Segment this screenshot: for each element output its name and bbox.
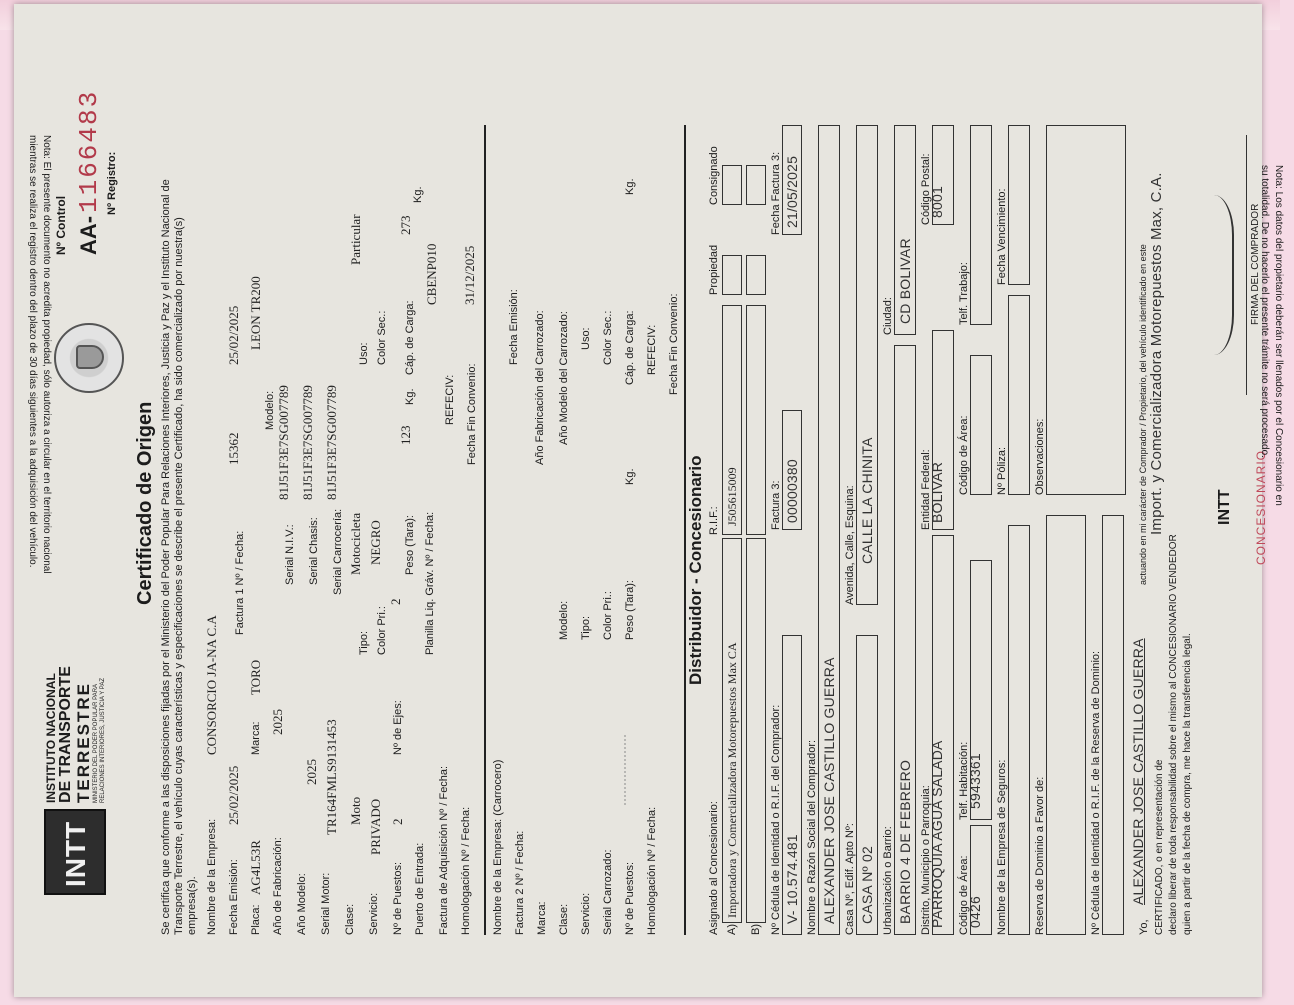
carrocero-tipo-label: Tipo: [580,615,592,640]
peso-value: 123 [398,425,413,445]
ministry-line-1: MINISTERIO DEL PODER POPULAR PARA [93,683,99,803]
carrocero-cap-kg: Kg. [624,178,636,195]
fecha-fin-value: 31/12/2025 [462,245,477,305]
ciudad-box [894,125,916,335]
fecha-factura3-value: 21/05/2025 [784,155,800,228]
seal-emblem-icon [76,345,104,369]
distrito-box [929,535,954,935]
carrocero-fecha-emision-label: Fecha Emisión: [508,289,520,365]
cod-area-box [967,825,992,935]
fecha-emision-label: Fecha Emisión: [228,859,240,935]
rif-box-a [722,305,742,535]
propiedad-label: Propiedad [708,244,720,295]
serial-carroceria-label: Serial Carrocería: [332,508,344,595]
anio-modelo-label: Año Modelo: [296,873,308,935]
clase-value: Moto [348,796,363,825]
empresa-label: Nombre de la Empresa: [206,818,218,935]
carrocero-peso-kg: Kg. [624,468,636,485]
handwritten-scribble [602,735,626,805]
distrito-value: PARROQUIA AGUA SALADA [929,740,945,928]
fecha-factura3-label: Fecha Factura 3: [770,151,782,235]
fecha-factura3-box [782,125,802,235]
propiedad-checkbox-b[interactable] [746,255,766,295]
clase-label: Clase: [344,903,356,935]
servicio-value: PRIVADO [368,798,383,855]
codigo-postal-label: Código Postal: [920,153,932,225]
firma-label: FIRMA DEL COMPRADOR [1250,203,1261,325]
concesionario-stamp: CONCESIONARIO [1254,449,1268,565]
entidad-box [929,330,954,530]
carrocero-modelo-label: Modelo: [558,600,570,640]
cedula-box [782,635,802,935]
concesionario-box-b [746,538,766,923]
uso-value: Particular [348,214,363,265]
cap-carga-value: 273 [398,215,413,235]
cedula-label: Nº Cédula de Identidad o R.I.F. del Comprador: [770,704,782,935]
observaciones-box [1046,125,1126,495]
vencimiento-label: Fecha Vencimiento: [996,188,1008,285]
poliza-box [1008,295,1030,495]
consignado-checkbox-b[interactable] [746,165,766,205]
nota-line-2: mientras se realiza el registro dentro del plazo de 30 días siguientes a la adquisición del vehículo. [27,135,38,568]
actuando-text: actuando en mi carácter de Comprador / Propietario, del vehículo identificado en este [1138,244,1148,585]
seguros-label: Nombre de la Empresa de Seguros: [996,759,1008,935]
marca-value: TORO [248,659,263,695]
fecha-emision-value: 25/02/2025 [226,765,241,825]
carrocero-color-pri-label: Color Pri.: [602,591,614,640]
cert-line-1: CERTIFICADO, o en representación de [1154,759,1165,935]
control-prefix: AA- [76,215,101,255]
cod-area2-label: Código de Área: [958,415,970,495]
factura1-date: 25/02/2025 [226,305,241,365]
peso-kg: Kg. [404,388,416,405]
placa-value: AG4L53R [248,840,263,895]
modelo-label: Modelo: [264,390,276,430]
factura1-num: 15362 [226,432,241,465]
cedula-value: V- 10.574.481 [784,834,800,924]
factura3-value: 00000380 [784,459,800,523]
ciudad-label: Ciudad: [882,297,894,335]
empresa-vendedora: Import. y Comercializadora Motorepuestos Max, C.A. [1148,172,1165,535]
control-label: Nº Control [54,195,68,255]
planilla-label: Planilla Liq. Gráv. Nº / Fecha: [424,511,436,655]
factura1-label: Factura 1 Nº / Fecha: [234,530,246,635]
uso-label: Uso: [358,342,370,365]
anio-fab-value: 2025 [270,709,285,735]
intro-line-2: Transporte Terrestre, el vehículo cuyas características y especificaciones se describe el presente Certificado, ha sido comercializado por nuestra(s) [173,217,185,935]
avenida-box [856,125,878,605]
carrocero-anio-modelo-label: Año Modelo del Carrozado: [558,311,570,445]
consignado-label: Consignado [708,146,720,205]
cod-area2-box [970,355,992,495]
consignado-checkbox-a[interactable] [722,165,742,205]
anio-modelo-value: 2025 [304,759,319,785]
casa-box [856,635,878,935]
observaciones-label: Observaciones: [1034,418,1046,495]
carrocero-clase-label: Clase: [558,903,570,935]
signature-mark [1184,195,1234,355]
avenida-value: CALLE LA CHINITA [859,437,875,564]
rif-box-b [746,305,766,535]
serial-motor-value: TR164FMLS9131453 [324,719,339,835]
entidad-label: Entidad Federal: [920,449,932,530]
carrocero-cap-carga-label: Cáp. de Carga: [624,310,636,385]
factura-adq-label: Factura de Adquisición Nº / Fecha: [438,765,450,935]
urbanizacion-value: BARRIO 4 DE FEBRERO [897,759,913,924]
carrocero-peso-label: Peso (Tara): [624,580,636,640]
puestos-label: Nº de Puestos: [392,861,404,935]
nota-b-line-2: su totalidad. De no hacerlo el presente trámite no será procesado. [1259,165,1270,458]
registro-label: Nº Registro: [106,151,118,215]
reserva-label: Reserva de Dominio a Favor de: [1034,776,1046,935]
row-b-label: B) [750,924,762,935]
carrocero-puestos-label: Nº de Puestos: [624,861,636,935]
serial-motor-label: Serial Motor: [320,872,332,935]
homologacion-label: Homologación Nº / Fecha: [460,806,472,935]
entidad-value: BOLIVAR [929,461,945,523]
carrocero-serial-label: Serial Carrozado: [602,849,614,935]
casa-value: CASA Nº 02 [859,846,875,924]
cap-carga-label: Cáp. de Carga: [404,300,416,375]
cedula-reserva-label: Nº Cédula de Identidad o R.I.F. de la Reserva de Dominio: [1090,650,1102,935]
government-seal [54,323,124,393]
ejes-label: Nº de Ejes: [392,700,404,755]
intro-line-3: empresa(s). [186,876,198,935]
color-pri-label: Color Pri.: [376,606,388,655]
carrocero-marca-label: Marca: [536,901,548,935]
cert-line-3: quien a partir de la fecha de compra, me hace la transferencia legal. [1182,633,1193,935]
reserva-box [1046,515,1086,935]
cap-carga-kg: Kg. [412,186,424,203]
carrocero-color-sec-label: Color Sec.: [602,310,614,365]
anio-fab-label: Año de Fabricación: [272,837,284,935]
marca-label: Marca: [250,721,262,755]
nombre-comprador-label: Nombre o Razón Social del Comprador: [806,739,818,935]
casa-label: Casa Nº, Edif. Apto Nº: [844,823,856,935]
telf-hab-label: Telf. Habitación: [958,741,970,820]
codigo-postal-value: 8001 [929,186,945,218]
urbanizacion-label: Urbanización o Barrio: [882,826,894,935]
ministry-line-2: RELACIONES INTERIORES, JUSTICIA Y PAZ [100,677,106,803]
cod-area-value: 0426 [967,896,983,928]
cert-line-2: declaro liberar de toda responsabilidad sobre el mismo al CONCESIONARIO VENDEDOR [1168,534,1179,935]
page-title: Certificado de Origen [134,401,156,605]
placa-label: Placa: [250,904,262,935]
carrocero-factura2-label: Factura 2 Nº / Fecha: [514,830,526,935]
telf-hab-box [967,560,992,820]
serial-carroceria-value: 81J51F3E7SG007789 [324,385,339,500]
rif-label: R.I.F.: [708,506,720,535]
tipo-label: Tipo: [358,630,370,655]
certificate-paper [14,4,1284,997]
carrocero-fecha-fin-label: Fecha Fin Convenio: [668,293,680,395]
propiedad-checkbox-a[interactable] [722,255,742,295]
carrocero-servicio-label: Servicio: [580,892,592,935]
puerto-label: Puerto de Entrada: [414,842,426,935]
upside-down-nota-2 [1250,165,1286,925]
nombre-comprador-box [818,125,840,935]
rif-value: J505615009 [725,467,739,526]
carrocero-uso-label: Uso: [580,327,592,350]
color-pri-value: NEGRO [368,520,383,565]
cod-area-label: Código de Área: [958,855,970,935]
urbanizacion-box [894,345,916,935]
concesionario-box-a [722,538,742,923]
intro-line-1: Se certifica que conforme a las disposiciones fijadas por el Ministerio del Poder Popular Para Relaciones Interiores, Justicia y Paz y el Instituto Nacional de [160,179,172,935]
asignado-label: Asignado al Concesionario: [708,801,720,935]
carrocero-anio-fab-label: Año Fabricación del Carrozado: [534,310,546,465]
carrocero-empresa-label: Nombre de la Empresa: (Carrocero) [492,759,504,935]
refeciv-label: REFECIV: [444,374,456,425]
divider-vehicle-carrocero [484,125,486,935]
codigo-postal-box [929,125,954,225]
ejes-value: 2 [388,598,403,605]
poliza-label: Nº Póliza: [996,446,1008,495]
rotated-document [14,4,1294,1005]
serial-chasis-value: 81J51F3E7SG007789 [300,385,315,500]
factura3-label: Factura 3: [770,480,782,530]
signature-line [1246,135,1247,395]
carrocero-refeciv-label: REFECIV: [646,324,658,375]
tipo-value: Motocicleta [348,512,363,575]
telf-hab-value: 5943361 [967,753,983,809]
yo-value: ALEXANDER JOSE CASTILLO GUERRA [1130,638,1146,905]
carrocero-homologacion-label: Homologación Nº / Fecha: [646,806,658,935]
upside-down-nota-1 [14,135,54,935]
avenida-label: Avenida, Calle, Esquina: [844,485,856,605]
institute-line-2: DE TRANSPORTE [57,666,74,803]
serial-niv-label: Serial N.I.V.: [284,524,296,585]
servicio-label: Servicio: [368,892,380,935]
concesionario-value: Importadora y Comercializadora Motorepuestos Max CA [725,642,739,918]
factura3-box [782,410,802,530]
cedula-reserva-box [1102,515,1124,935]
modelo-value: LEON TR200 [248,276,263,350]
control-number: 1166483 [74,89,104,213]
refeciv-value: CBENP010 [424,243,439,305]
row-a-label: A) [726,924,738,935]
peso-label: Peso (Tara): [404,515,416,575]
vencimiento-box [1008,125,1030,285]
yo-label: Yo, [1138,919,1150,935]
nota-line-1: Nota: El presente documento no acredita propiedad, sólo autoriza a circular en el territorio nacional [41,135,52,574]
distribuidor-title: Distribuidor - Concesionario [686,455,705,685]
serial-niv-value: 81J51F3E7SG007789 [276,385,291,500]
nota-b-line-1: Nota: Los datos del propietario deberán ser llenados por el Concesionario en [1273,165,1284,506]
distrito-label: Distrito, Municipio o Parroquia: [920,785,932,935]
institute-line-3: TERRESTRE [74,682,93,803]
serial-chasis-label: Serial Chasis: [308,517,320,585]
puestos-value: 2 [390,818,405,825]
intt-logo-text: INTT [60,820,91,887]
nombre-comprador-value: ALEXANDER JOSE CASTILLO GUERRA [821,657,837,924]
institute-line-1: INSTITUTO NACIONAL [44,673,58,803]
telf-trabajo-box [970,125,992,325]
empresa-value: CONSORCIO JA-NA C.A [204,615,219,755]
seguros-box [1008,525,1030,935]
ciudad-value: CD BOLIVAR [897,238,913,324]
fecha-fin-label: Fecha Fin Convenio: [466,363,478,465]
color-sec-label: Color Sec.: [376,310,388,365]
intt-footer: INTT [1216,489,1233,525]
telf-trabajo-label: Telf. Trabajo: [958,262,970,325]
